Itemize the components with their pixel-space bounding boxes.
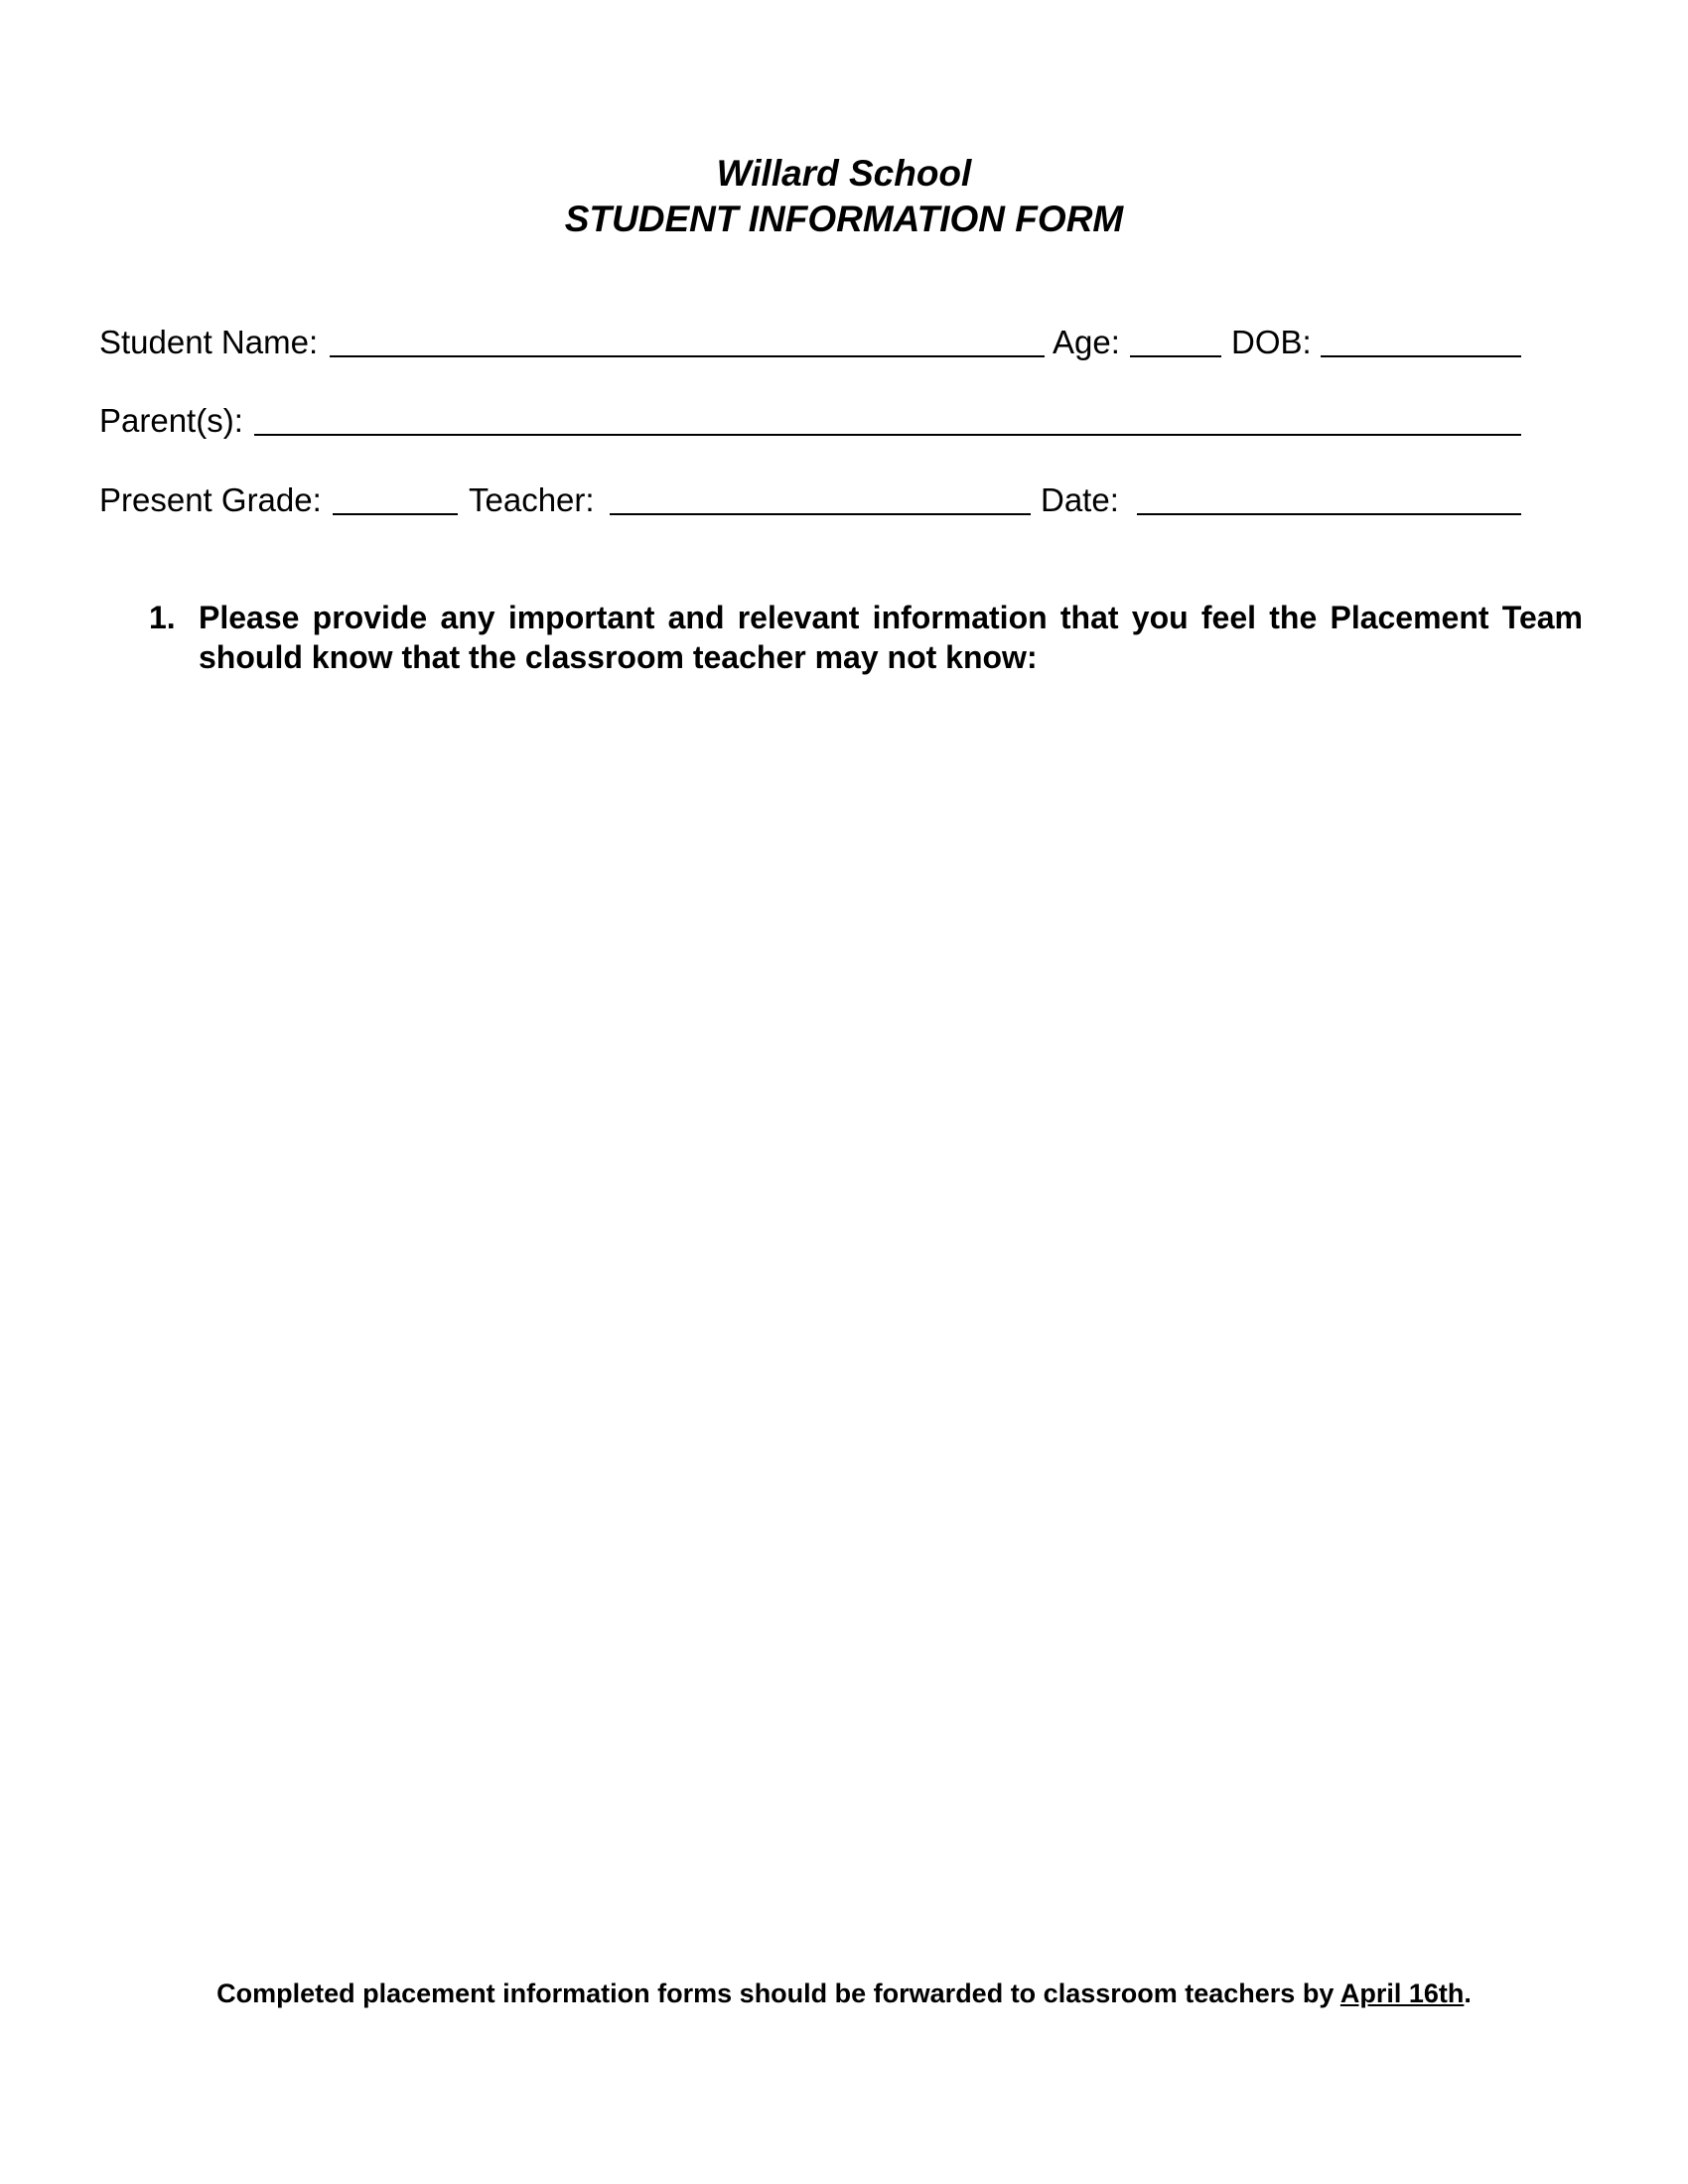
present-grade-blank[interactable] [333,513,458,515]
form-title: STUDENT INFORMATION FORM [564,199,1124,239]
grade-row [99,479,1521,521]
parents-label: Parent(s): [99,402,243,439]
dob-blank[interactable] [1321,355,1521,357]
response-area[interactable] [199,695,1583,1926]
parents-row [99,400,1521,442]
date-blank[interactable] [1137,513,1521,515]
question-number: 1. [149,600,176,635]
submission-note [0,1977,1688,2010]
submission-note-text: Completed placement information forms should be forwarded to classroom teachers by [216,1979,1335,2008]
age-blank[interactable] [1130,355,1221,357]
submission-note-period: . [1464,1979,1472,2008]
teacher-label: Teacher: [469,481,595,518]
teacher-blank[interactable] [610,513,1031,515]
age-label: Age: [1053,324,1120,360]
student-name-blank[interactable] [330,355,1045,357]
parents-blank[interactable] [254,434,1521,436]
student-info-row [99,322,1521,363]
dob-label: DOB: [1231,324,1312,360]
deadline-date: April 16th [1339,1979,1465,2008]
question-text: Please provide any important and relevant information that you feel the Placement Team should know that the classroom teacher may not know: [199,600,1583,675]
date-label: Date: [1041,481,1119,518]
present-grade-label: Present Grade: [99,481,322,518]
school-name: Willard School [716,153,972,194]
student-name-label: Student Name: [99,324,319,360]
